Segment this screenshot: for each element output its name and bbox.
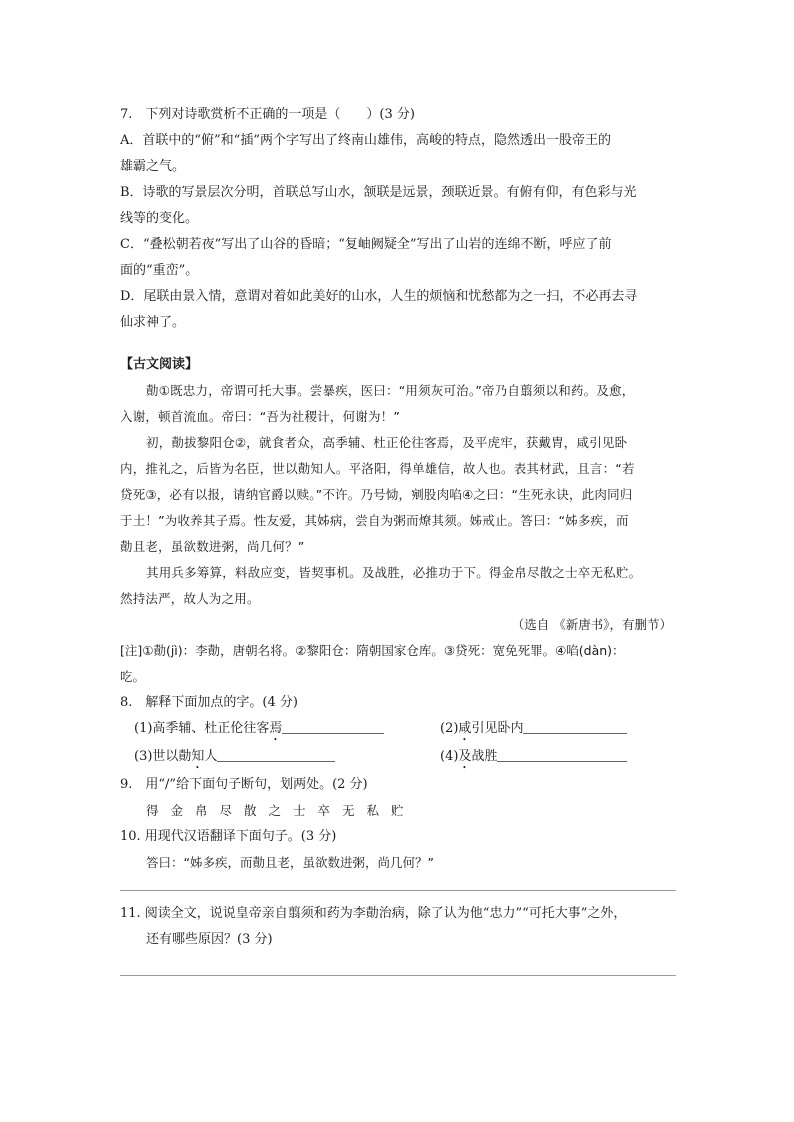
q10-sentence: 答曰：“姊多疾，而勣且老，虽欲数进粥，尚几何？” (146, 855, 434, 870)
passage-p2-line3: 贷死③，必有以报，请纳官爵以赎。”不许。乃号恸，剜股肉啗④之曰：“生死永诀，此肉同归 (120, 487, 633, 502)
q8-item1: (1)高季辅、杜正伦往客焉 (120, 716, 440, 744)
answer-line-q11[interactable] (120, 975, 676, 976)
section-title: 【古文阅读】 (120, 357, 199, 372)
notes-line1: [注]①勣(jì)：李勣，唐朝名将。②黎阳仓：隋朝国家仓库。③贷死：宽免死罪。④啗(dàn)： (120, 643, 625, 658)
passage-p2-line4: 于土！”为收养其子焉。性友爱，其姊病，尝自为粥而燎其须。姊戒止。答曰：“姊多疾，而 (120, 513, 629, 528)
question-8 (120, 690, 676, 772)
q7-option-c-line1: C．“叠松朝若夜”写出了山谷的昏暗；“复岫阙疑全”写出了山岩的连绵不断，呼应了前 (120, 237, 612, 252)
q8-row2 (120, 744, 676, 772)
q8-item4: (4)及战胜 (440, 744, 676, 772)
answer-blank-2[interactable] (523, 719, 627, 734)
dotted-char: 咸 (458, 721, 472, 736)
exam-page (120, 102, 676, 976)
passage-p3-line1: 其用兵多筹算，料敌应变，皆契事机。及战胜，必推功于下。得金帛尽散之士卒无私贮。 (146, 565, 642, 580)
classical-reading (120, 352, 676, 690)
passage-p1-line1: 勣①既忠力，帝谓可托大事。尝暴疾，医曰：“用须灰可治。”帝乃自翦须以和药。及愈， (146, 383, 635, 398)
notes-line2: 吃。 (120, 669, 146, 684)
question-10 (120, 824, 676, 891)
question-7 (120, 102, 676, 336)
passage-p2-line2: 内，推礼之，后皆为名臣，世以勣知人。平洛阳，得单雄信，故人也。表其材武，且言：“若 (120, 461, 635, 476)
q7-option-a-line2: 雄霸之气。 (120, 159, 186, 174)
passage-source: （选自 《新唐书》，有删节） (511, 617, 672, 632)
q7-option-a-line1: A．首联中的“俯”和“插”两个字写出了终南山雄伟，高峻的特点，隐然透出一股帝王的 (120, 133, 611, 148)
q7-stem: 7. 下列对诗歌赏析不正确的一项是（ ）(3 分) (120, 107, 415, 122)
question-11 (120, 901, 676, 976)
q9-sentence: 得金帛尽散之士卒无私贮 (146, 803, 416, 818)
answer-blank-3[interactable] (217, 747, 335, 762)
dotted-char: 知 (191, 749, 205, 764)
q10-stem: 10. 用现代汉语翻译下面句子。(3 分) (120, 829, 337, 844)
answer-blank-1[interactable] (282, 719, 384, 734)
q8-item2: (2)咸引见卧内 (440, 716, 676, 744)
q7-option-c-line2: 面的“重峦”。 (120, 263, 199, 278)
q7-option-d-line1: D．尾联由景入情，意谓对着如此美好的山水，人生的烦恼和忧愁都为之一扫，不必再去寻 (120, 289, 638, 304)
answer-line-q10[interactable] (120, 890, 676, 891)
passage-p2-line1: 初，勣拔黎阳仓②，就食者众，高季辅、杜正伦往客焉，及平虎牢，获戴胄，咸引见卧 (146, 435, 628, 450)
question-9 (120, 772, 676, 824)
q9-stem: 9. 用“/”给下面句子断句，划两处。(2 分) (120, 777, 368, 792)
dotted-char: 焉 (269, 721, 283, 736)
q7-option-d-line2: 仙求神了。 (120, 315, 186, 330)
q7-option-b-line1: B．诗歌的写景层次分明，首联总写山水，颔联是远景，颈联近景。有俯有仰，有色彩与光 (120, 185, 637, 200)
q11-line1: 11. 阅读全文，说说皇帝亲自翦须和药为李勣治病，除了认为他“忠力”“可托大事”之外， (120, 906, 627, 921)
answer-blank-4[interactable] (497, 747, 627, 762)
passage-p3-line2: 然持法严，故人为之用。 (120, 591, 260, 606)
q11-line2: 还有哪些原因？(3 分) (146, 932, 273, 947)
dotted-char: 及 (458, 749, 472, 764)
q8-row1 (120, 716, 676, 744)
passage-p1-line2: 入谢，顿首流血。帝曰：“吾为社稷计，何谢为！” (120, 409, 401, 424)
q8-item3: (3)世以勣知人 (120, 744, 440, 772)
q7-option-b-line2: 线等的变化。 (120, 211, 199, 226)
q8-stem: 8. 解释下面加点的字。(4 分) (120, 695, 298, 710)
passage-p2-line5: 勣且老，虽欲数进粥，尚几何？” (120, 539, 305, 554)
